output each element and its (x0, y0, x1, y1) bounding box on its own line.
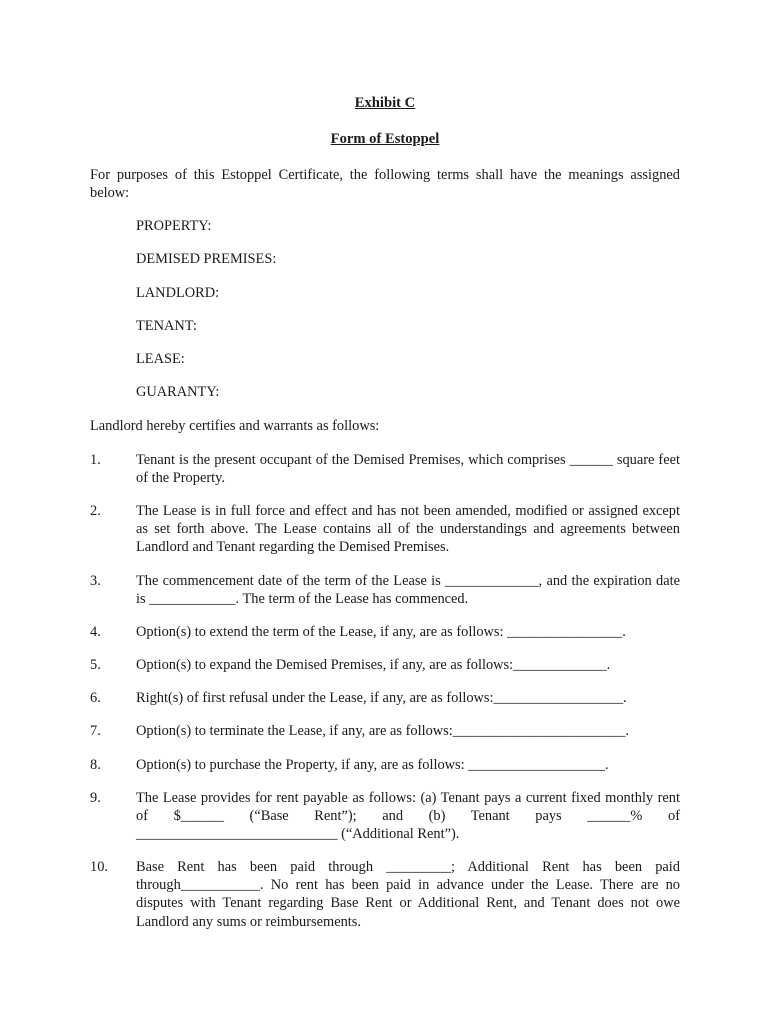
item-text: Option(s) to extend the term of the Lease, if any, are as follows: ________________. (136, 624, 626, 640)
exhibit-title: Exhibit C (354, 95, 416, 111)
item-text: Base Rent has been paid through _________; Additional Rent has been paid through___________. No rent has been paid in advance under the Lease. There are no disputes with Tenant regarding Base Rent or Additional Rent, and Tenant does not owe Landlord any sums or reimbursements. (136, 859, 680, 930)
term-lease: LEASE: (136, 351, 185, 367)
intro-paragraph: For purposes of this Estoppel Certificate, the following terms shall have the meanings assigned below: (90, 167, 680, 202)
item-text: The Lease is in full force and effect and has not been amended, modified or assigned except as set forth above. The Lease contains all of the understandings and agreements between Landlord and Tenant regarding the Demised Premises. (136, 503, 680, 556)
item-text: Option(s) to expand the Demised Premises, if any, are as follows:_____________. (136, 657, 611, 673)
item-number: 5. (90, 657, 101, 673)
list-item (90, 502, 680, 557)
list-item (90, 623, 680, 641)
item-number: 1. (90, 452, 101, 468)
item-number: 7. (90, 723, 101, 739)
certification-lead: Landlord hereby certifies and warrants as follows: (90, 418, 380, 434)
list-item (90, 572, 680, 608)
item-text: Option(s) to purchase the Property, if any, are as follows: ___________________. (136, 757, 609, 773)
item-number: 10. (90, 859, 108, 875)
term-property: PROPERTY: (136, 218, 212, 234)
form-title: Form of Estoppel (330, 131, 440, 147)
item-number: 3. (90, 573, 101, 589)
item-text: Option(s) to terminate the Lease, if any, are as follows:________________________. (136, 723, 630, 739)
list-item (90, 656, 680, 674)
list-item (90, 722, 680, 740)
item-text: The commencement date of the term of the Lease is _____________, and the expiration date is ____________. The term of the Lease has commenced. (136, 573, 680, 608)
item-number: 9. (90, 790, 101, 806)
list-item (90, 858, 680, 931)
item-number: 4. (90, 624, 101, 640)
list-item (90, 451, 680, 487)
item-text: Tenant is the present occupant of the Demised Premises, which comprises ______ square feet of the Property. (136, 452, 680, 487)
list-item (90, 789, 680, 844)
item-number: 8. (90, 757, 101, 773)
term-tenant: TENANT: (136, 318, 197, 334)
list-item (90, 689, 680, 707)
list-item (90, 756, 680, 774)
item-number: 2. (90, 503, 101, 519)
term-guaranty: GUARANTY: (136, 384, 220, 400)
term-demised-premises: DEMISED PREMISES: (136, 251, 277, 267)
item-number: 6. (90, 690, 101, 706)
term-landlord: LANDLORD: (136, 285, 220, 301)
item-text: The Lease provides for rent payable as follows: (a) Tenant pays a current fixed monthly rent of $______ (“Base Rent”); and (b) Tenant pays ______% of ____________________________ (“Additional Rent”). (136, 790, 680, 843)
item-text: Right(s) of first refusal under the Lease, if any, are as follows:__________________. (136, 690, 627, 706)
